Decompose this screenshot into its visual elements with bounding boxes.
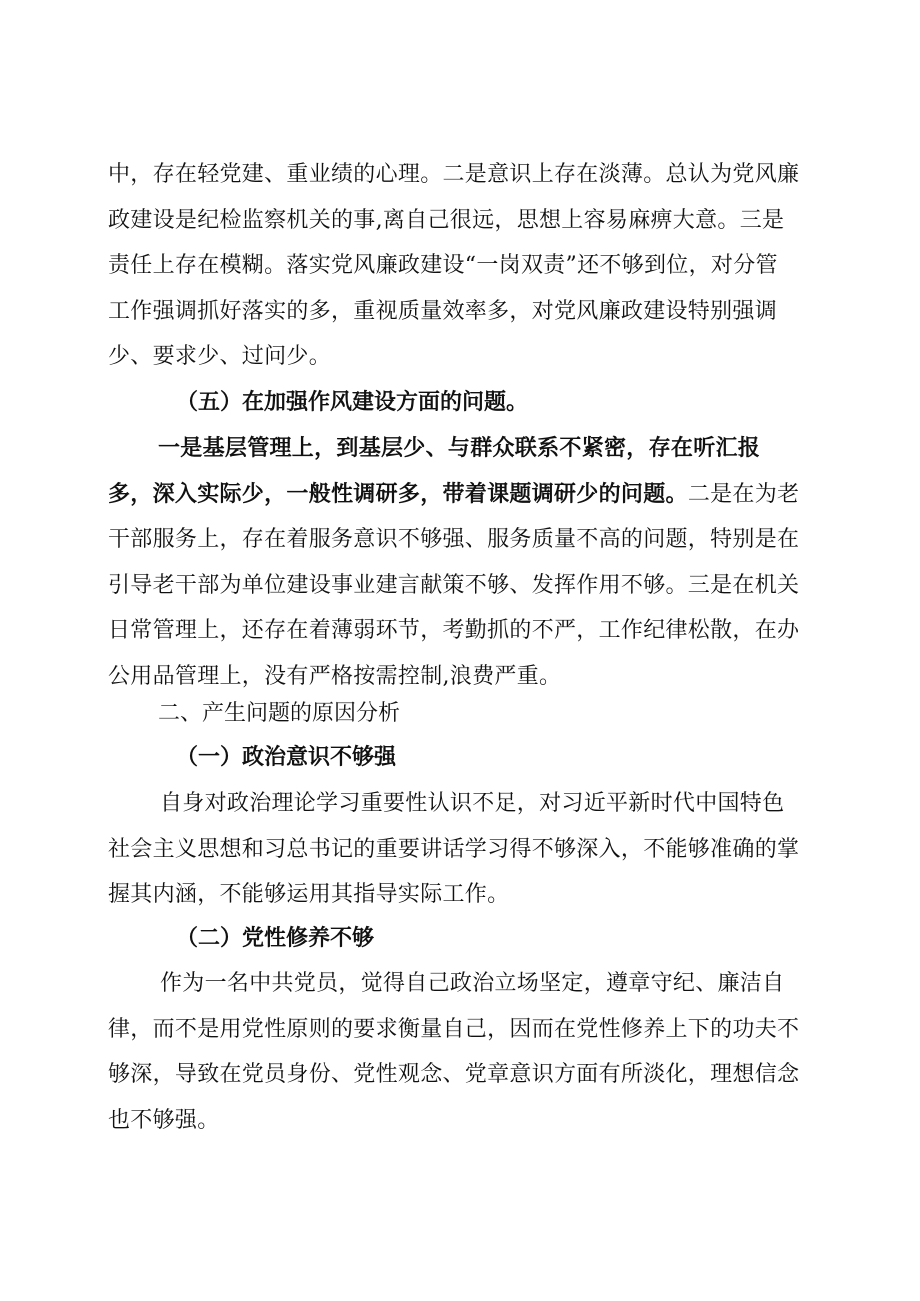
normal-text: 二是在为老: [687, 481, 800, 507]
text-line: 公用品管理上，没有严格按需控制,浪费严重。: [108, 663, 562, 689]
paragraph-style-building: [108, 426, 828, 699]
bold-text: 一是基层管理上，到基层少、与群众联系不紧密，存在听汇报: [158, 435, 761, 461]
paragraph-party-cultivation: [108, 961, 828, 1143]
text-line: 自身对政治理论学习重要性认识不足，对习近平新时代中国特色: [160, 791, 785, 816]
heading-political-awareness: （一）政治意识不够强: [176, 744, 397, 770]
heading-party-cultivation: （二）党性修养不够: [176, 925, 375, 951]
text-line: 够深，导致在党员身份、党性观念、党章意识方面有所淡化，理想信念: [108, 1062, 800, 1087]
text-line: 少、要求少、过问少。: [108, 344, 332, 369]
text-line: 责任上存在模糊。落实党风廉政建设“一岗双责”还不够到位，对分管: [108, 253, 778, 278]
text-line: [108, 472, 828, 518]
text-line: 干部服务上，存在着服务意识不够强、服务质量不高的问题，特别是在: [108, 527, 800, 552]
text-line: 社会主义思想和习总书记的重要讲话学习得不够深入，不能够准确的掌: [108, 836, 800, 862]
paragraph-political-awareness: [108, 781, 828, 918]
heading-style-building: （五）在加强作风建设方面的问题。: [176, 389, 529, 415]
text-line: 中，存在轻党建、重业绩的心理。二是意识上存在淡薄。总认为党风廉: [108, 162, 800, 187]
text-line: 引导老干部为单位建设事业建言献策不够、发挥作用不够。三是在机关: [108, 572, 800, 598]
paragraph-party-conduct: [108, 152, 828, 380]
text-line: [108, 426, 828, 472]
text-line: 作为一名中共党员，觉得自己政治立场坚定，遵章守纪、廉洁自: [160, 971, 785, 996]
text-line: 日常管理上，还存在着薄弱环节，考勤抓的不严，工作纪律松散，在办: [108, 618, 800, 643]
text-line: 握其内涵，不能够运用其指导实际工作。: [108, 882, 510, 907]
text-line: 也不够强。: [108, 1107, 220, 1133]
text-line: 工作强调抓好落实的多，重视质量效率多，对党风廉政建设特别强调: [108, 298, 778, 324]
section-title-cause-analysis: 二、产生问题的原因分析: [158, 701, 401, 726]
text-line: 律，而不是用党性原则的要求衡量自己，因而在党性修养上下的功夫不: [108, 1016, 800, 1042]
bold-text: 多，深入实际少，一般性调研多，带着课题调研少的问题。: [108, 480, 688, 507]
text-line: 政建设是纪检监察机关的事,离自己很远，思想上容易麻痹大意。三是: [108, 207, 785, 233]
